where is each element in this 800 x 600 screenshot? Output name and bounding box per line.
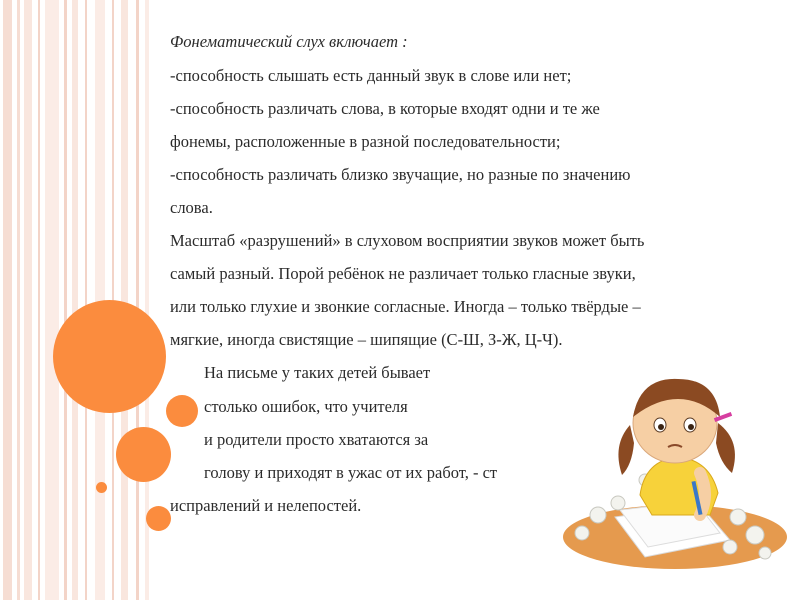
text-line: исправлений и нелепостей. [170, 496, 362, 515]
text-line: слова. [170, 198, 213, 217]
text-line: самый разный. Порой ребёнок не различает только гласные звуки, [170, 264, 636, 283]
text-line: -способность слышать есть данный звук в слове или нет; [170, 66, 572, 85]
decorative-circle-large [53, 300, 166, 413]
decorative-circle-small [96, 482, 107, 493]
girl-illustration [560, 365, 790, 575]
text-line: Масштаб «разрушений» в слуховом восприятии звуков может быть [170, 231, 645, 250]
decorative-circle-small [146, 506, 171, 531]
text-line: голову и приходят в ужас от их работ, - ст [204, 463, 498, 482]
text-line: -способность различать слова, в которые входят одни и те же [170, 99, 600, 118]
text-line: столько ошибок, что учителя [204, 397, 408, 416]
slide-title: Фонематический слух включает : [170, 32, 408, 51]
decorative-circle-medium [116, 427, 171, 482]
text-line: На письме у таких детей бывает [204, 363, 431, 382]
text-line: фонемы, расположенные в разной последовательности; [170, 132, 561, 151]
text-line: и родители просто хватаются за [204, 430, 429, 449]
text-line: или только глухие и звонкие согласные. Иногда – только твёрдые – [170, 297, 641, 316]
decorative-circle-medium [166, 395, 198, 427]
text-line: -способность различать близко звучащие, но разные по значению [170, 165, 631, 184]
text-line: мягкие, иногда свистящие – шипящие (С-Ш, З-Ж, Ц-Ч). [170, 330, 563, 349]
decorative-stripes [0, 0, 152, 600]
